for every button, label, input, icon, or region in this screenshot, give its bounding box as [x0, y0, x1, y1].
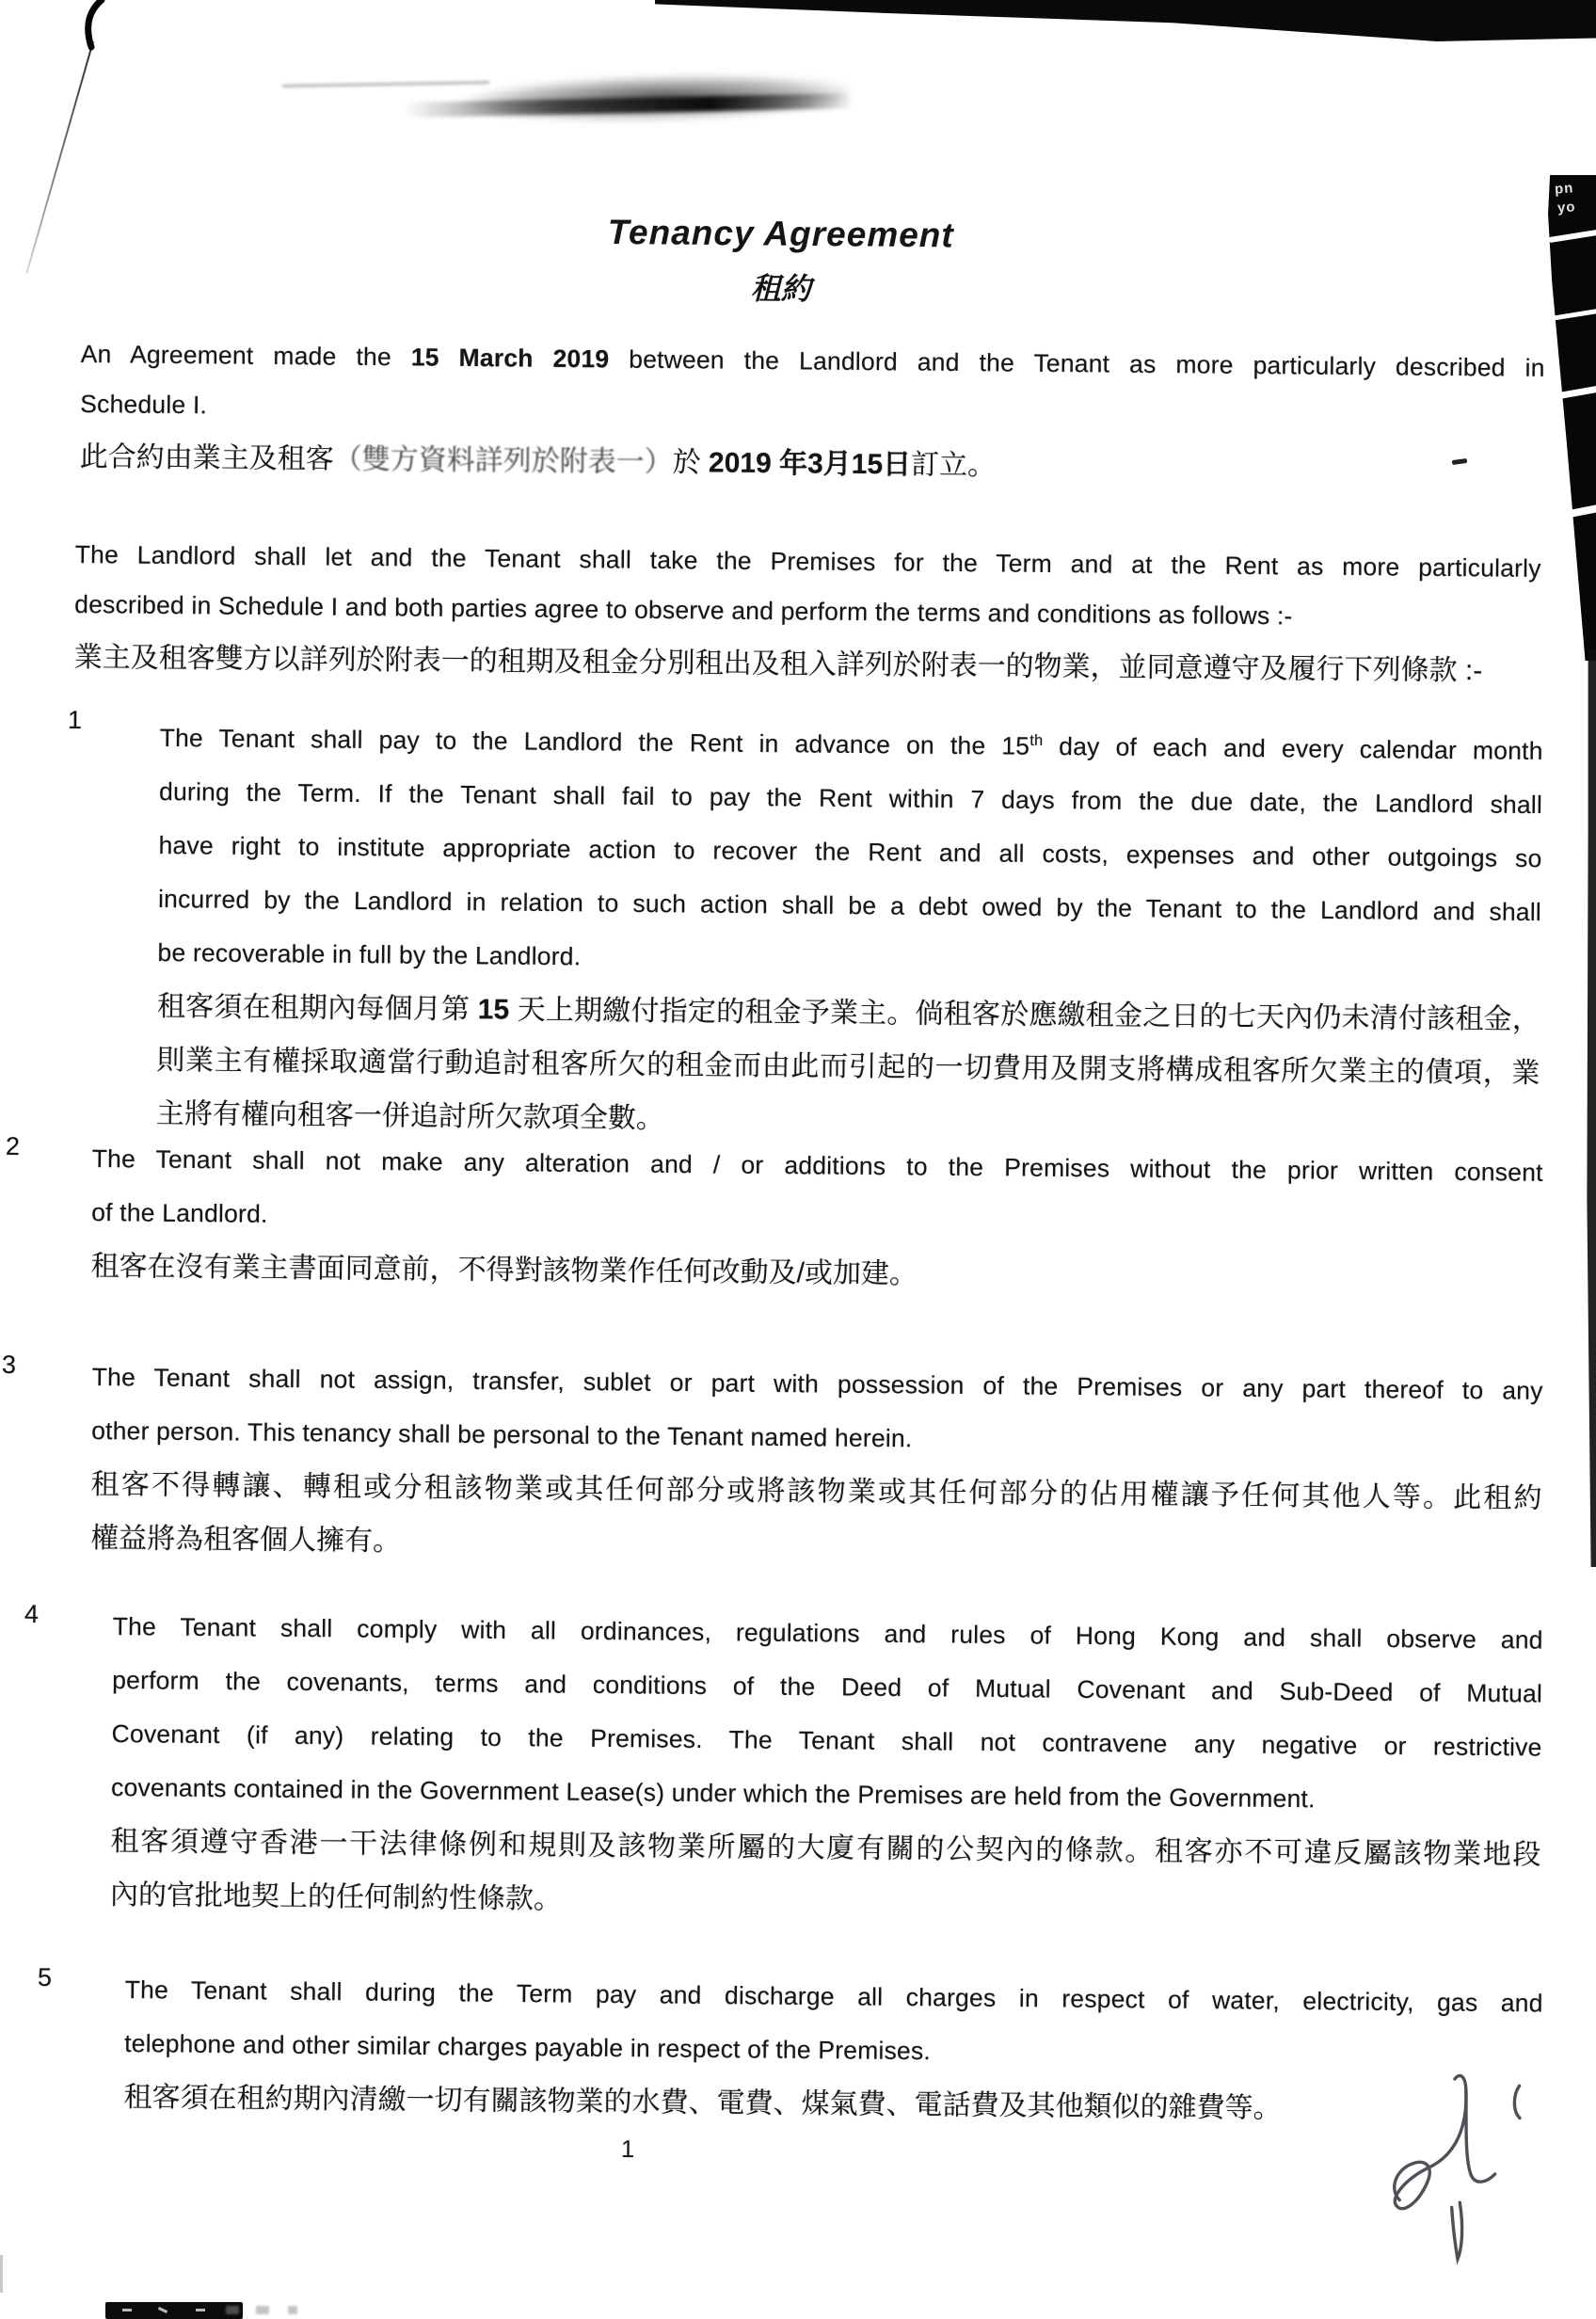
- scan-edge-top-bar: [655, 0, 1596, 41]
- document-title: Tenancy Agreement: [607, 212, 954, 255]
- clause-2-paragraph: [90, 1132, 1543, 1307]
- preamble-line-1: An Agreement made the 15 March 2019 between the Landlord and the Tenant as more particularly described in: [80, 339, 1545, 382]
- clause-3-line-1: The Tenant shall not assign, transfer, sublet or part with possession of the Premises or any part thereof to any: [91, 1362, 1543, 1405]
- clause-4-chinese-line-2: 內的官批地契上的任何制約性條款。: [109, 1879, 563, 1915]
- clause-4-line-1: The Tenant shall comply with all ordinances, regulations and rules of Hong Kong and shall observe and: [112, 1611, 1543, 1655]
- clause-1-paragraph: [156, 706, 1543, 1154]
- clause-2-line-1: The Tenant shall not make any alteration and / or additions to the Premises without the prior written consent: [91, 1144, 1543, 1187]
- page-number: 1: [620, 2135, 635, 2164]
- clause-5-paragraph: [123, 1963, 1543, 2137]
- clause-1-line-4: incurred by the Landlord in relation to such action shall be a debt owed by the Tenant to the Landlord and shall: [157, 884, 1542, 926]
- clause-3-chinese-line-2: 權益將為租客個人擁有。: [89, 1522, 402, 1558]
- clause-4-chinese-line-1: 租客須遵守香港一干法律條例和規則及該物業所屬的大廈有關的公契內的條款。租客亦不可違反屬該物業地段: [110, 1825, 1541, 1871]
- document-title-chinese: 租約: [750, 271, 811, 306]
- preamble-paragraph: [79, 329, 1544, 496]
- clause-1-line-3: have right to institute appropriate action to recover the Rent and all costs, expenses and other outgoings so: [158, 830, 1542, 872]
- clause-1-chinese-line-3: 主將有權向租客一併追討所欠款項全數。: [155, 1097, 664, 1134]
- clause-4-line-4: covenants contained in the Government Lease(s) under which the Premises are held from the Government.: [110, 1772, 1316, 1814]
- scan-speck: [122, 2309, 132, 2311]
- clause-5-chinese: 租客須在租約期內清繳一切有關該物業的水費、電費、煤氣費、電話費及其他類似的雜費等。: [123, 2081, 1282, 2124]
- page-corner-curl-mark: [77, 0, 109, 51]
- clause-3-line-2: other person. This tenancy shall be personal to the Tenant named herein.: [91, 1415, 913, 1453]
- clause-2-number: 2: [5, 1131, 21, 1161]
- clause-1-line-2: during the Term. If the Tenant shall fail to pay the Rent within 7 days from the due date, the Landlord shall: [158, 776, 1543, 819]
- clause-1-chinese-line-1: 租客須在租期內每個月第 15 天上期繳付指定的租金予業主。倘租客於應繳租金之日的七天內仍未清付該租金，: [156, 990, 1541, 1035]
- scan-edge-right-column: [1547, 175, 1596, 661]
- scan-speck: [196, 2309, 205, 2311]
- clause-4-line-2: perform the covenants, terms and conditions of the Deed of Mutual Covenant and Sub-Deed of Mutual: [112, 1665, 1543, 1708]
- scan-edge-text-fragment: yo: [1556, 199, 1577, 216]
- recital-paragraph: [73, 530, 1540, 696]
- recital-line-2: described in Schedule I and both parties agree to observe and perform the terms and conditions as follows :-: [74, 589, 1293, 631]
- scan-speck: [256, 2306, 269, 2314]
- clause-1-chinese-line-2: 則業主有權採取適當行動追討租客所欠的租金而由此而引起的一切費用及開支將構成租客所欠業主的債項，業: [156, 1044, 1540, 1089]
- clause-2-line-2: of the Landlord.: [91, 1197, 268, 1228]
- recital-line-1: The Landlord shall let and the Tenant shall take the Premises for the Term and at the Rent as more particularly: [74, 539, 1541, 583]
- preamble-line-2: Schedule I.: [80, 389, 208, 420]
- scan-speck: [288, 2306, 297, 2314]
- clause-1-line-1: The Tenant shall pay to the Landlord the Rent in advance on the 15th day of each and every calendar month: [159, 723, 1543, 765]
- clause-5-line-1: The Tenant shall during the Term pay and discharge all charges in respect of water, electricity, gas and: [124, 1975, 1543, 2018]
- scan-edge-text-fragment: pn: [1554, 180, 1574, 198]
- scan-speck: [226, 2306, 239, 2314]
- clause-3-number: 3: [1, 1350, 17, 1380]
- clause-5-number: 5: [37, 1962, 53, 1992]
- recital-chinese: 業主及租客雙方以詳列於附表一的租期及租金分別租出及租入詳列於附表一的物業，並同意遵守及履行下列條款 :-: [73, 641, 1483, 687]
- clause-1-number: 1: [67, 705, 83, 735]
- scan-speck: [0, 2255, 3, 2293]
- clause-4-number: 4: [24, 1599, 40, 1629]
- clause-2-chinese: 租客在沒有業主書面同意前，不得對該物業作任何改動及/或加建。: [90, 1250, 918, 1290]
- clause-3-paragraph: [90, 1351, 1543, 1579]
- preamble-chinese: 此合約由業主及租客（雙方資料詳列於附表一）於 2019 年3月15日訂立。: [79, 440, 997, 482]
- clause-4-line-3: Covenant (if any) relating to the Premises. The Tenant shall not contravene any negative or restrictive: [111, 1719, 1542, 1762]
- clause-4-paragraph: [110, 1600, 1543, 1936]
- scan-edge-right-strip: [1585, 649, 1596, 1567]
- clause-5-line-2: telephone and other similar charges payable in respect of the Premises.: [124, 2028, 932, 2066]
- clause-1-line-5: be recoverable in full by the Landlord.: [157, 937, 582, 971]
- clause-3-chinese-line-1: 租客不得轉讓、轉租或分租該物業或其任何部分或將該物業或其任何部分的佔用權讓予任何其他人等。此租約: [90, 1468, 1542, 1514]
- handwritten-signature: [1359, 2056, 1577, 2283]
